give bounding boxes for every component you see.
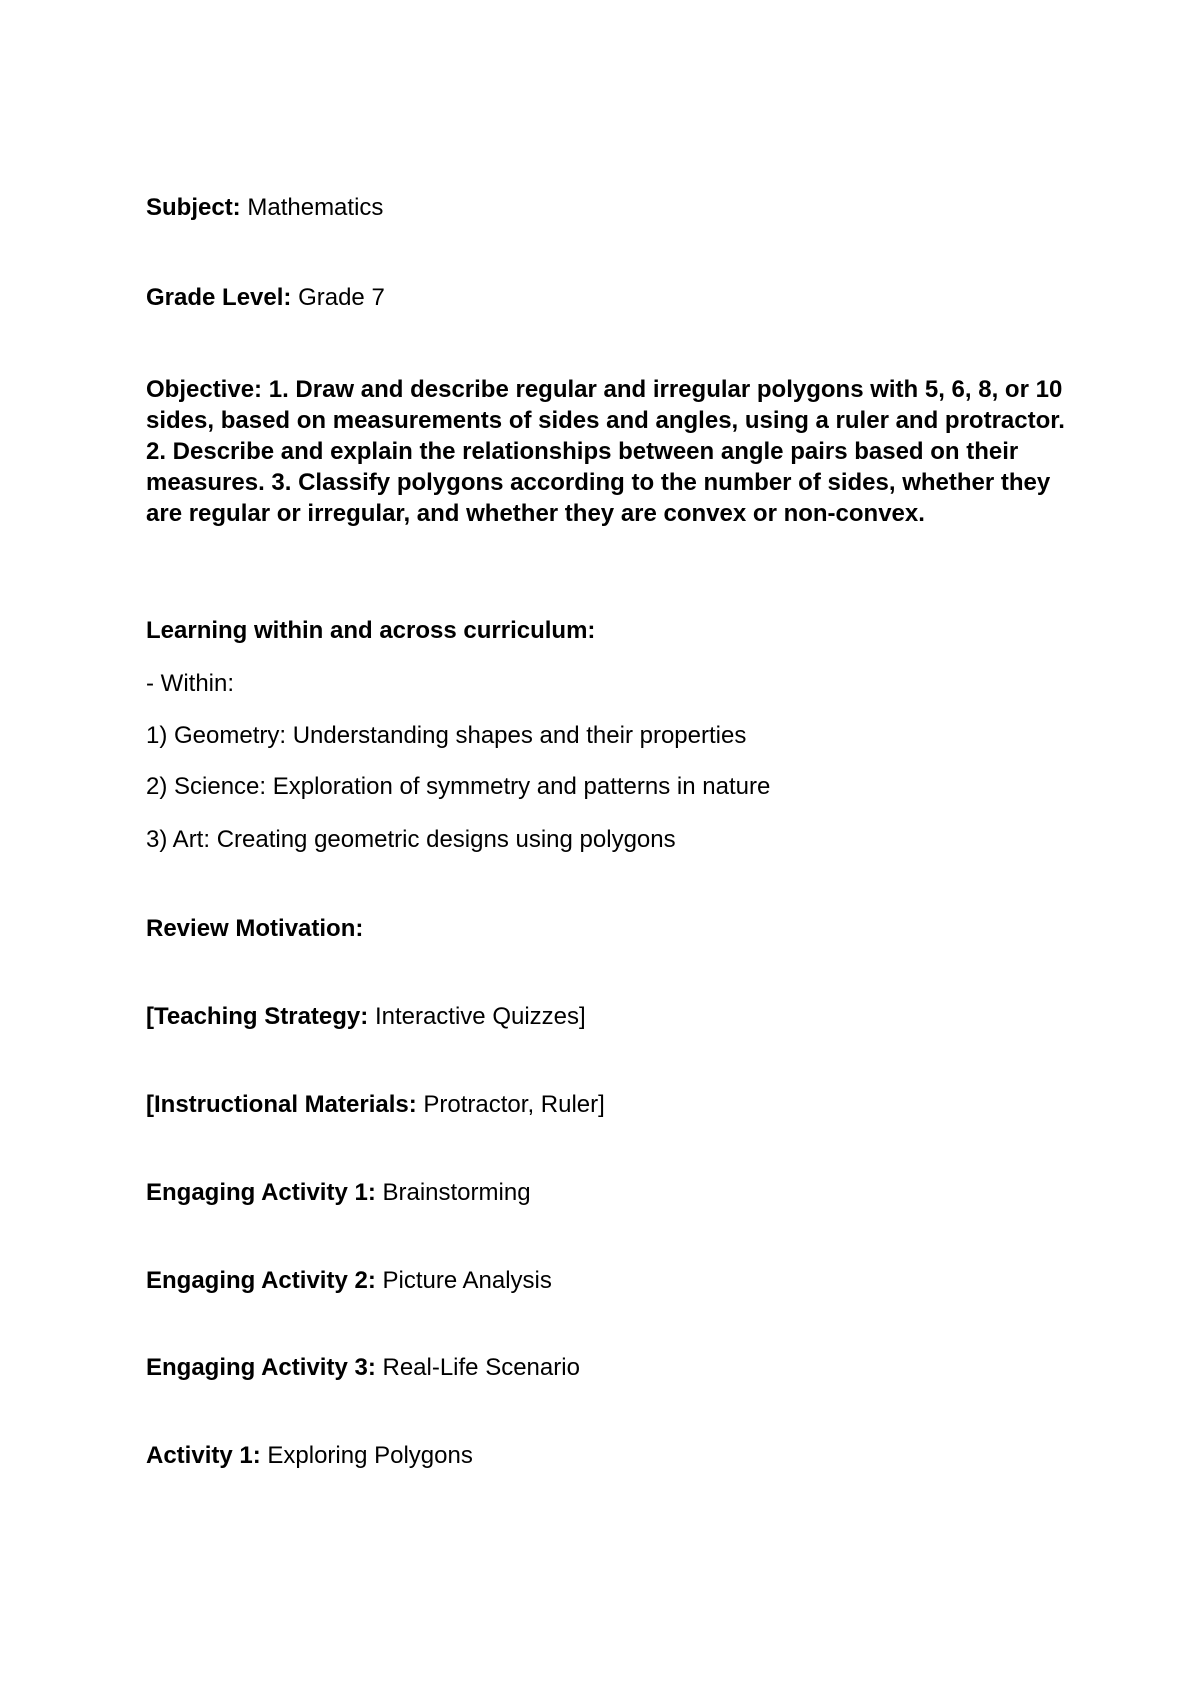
within-label: - Within: [146,670,235,697]
engaging-activity-1-value: Brainstorming [382,1179,531,1206]
engaging-activity-3-label: Engaging Activity 3: [146,1354,376,1381]
objective-text: 1. Draw and describe regular and irregular polygons with 5, 6, 8, or 10 sides, based on measurements of sides and angles, using a ruler and protractor. 2. Describe and explain the relationships between angle pairs based on their measures. 3. Classify polygons according to the number of sides, whether they are regular or irregular, and whether they are convex or non-convex. [146,376,1065,527]
activity-1-label: Activity 1: [146,1442,261,1469]
learning-item-3: 3) Art: Creating geometric designs using polygons [146,826,676,853]
subject-line [146,193,383,223]
review-motivation-heading: Review Motivation: [146,915,364,942]
engaging-activity-2-value: Picture Analysis [382,1267,552,1294]
grade-level-label: Grade Level: [146,284,292,311]
instructional-materials-line [146,1090,605,1120]
teaching-strategy-open: [ [146,1003,154,1030]
activity-1-line [146,1441,473,1471]
grade-level-line [146,283,385,313]
learning-item-2: 2) Science: Exploration of symmetry and patterns in nature [146,773,771,800]
subject-value: Mathematics [247,194,384,221]
grade-level-value: Grade 7 [298,284,385,311]
learning-heading: Learning within and across curriculum: [146,617,596,644]
engaging-activity-3-value: Real-Life Scenario [382,1354,580,1381]
teaching-strategy-label: Teaching Strategy: [154,1003,369,1030]
teaching-strategy-value: Interactive Quizzes] [374,1003,586,1030]
objective-paragraph [146,374,1076,529]
subject-label: Subject: [146,194,241,221]
engaging-activity-1-line [146,1178,531,1208]
activity-1-value: Exploring Polygons [267,1442,473,1469]
instructional-materials-open: [ [146,1091,154,1118]
learning-item-1: 1) Geometry: Understanding shapes and their properties [146,722,747,749]
engaging-activity-3-line [146,1353,580,1383]
instructional-materials-value: Protractor, Ruler] [423,1091,605,1118]
engaging-activity-2-label: Engaging Activity 2: [146,1267,376,1294]
engaging-activity-2-line [146,1266,552,1296]
objective-label: Objective: [146,376,263,403]
instructional-materials-label: Instructional Materials: [154,1091,417,1118]
engaging-activity-1-label: Engaging Activity 1: [146,1179,376,1206]
teaching-strategy-line [146,1002,586,1032]
